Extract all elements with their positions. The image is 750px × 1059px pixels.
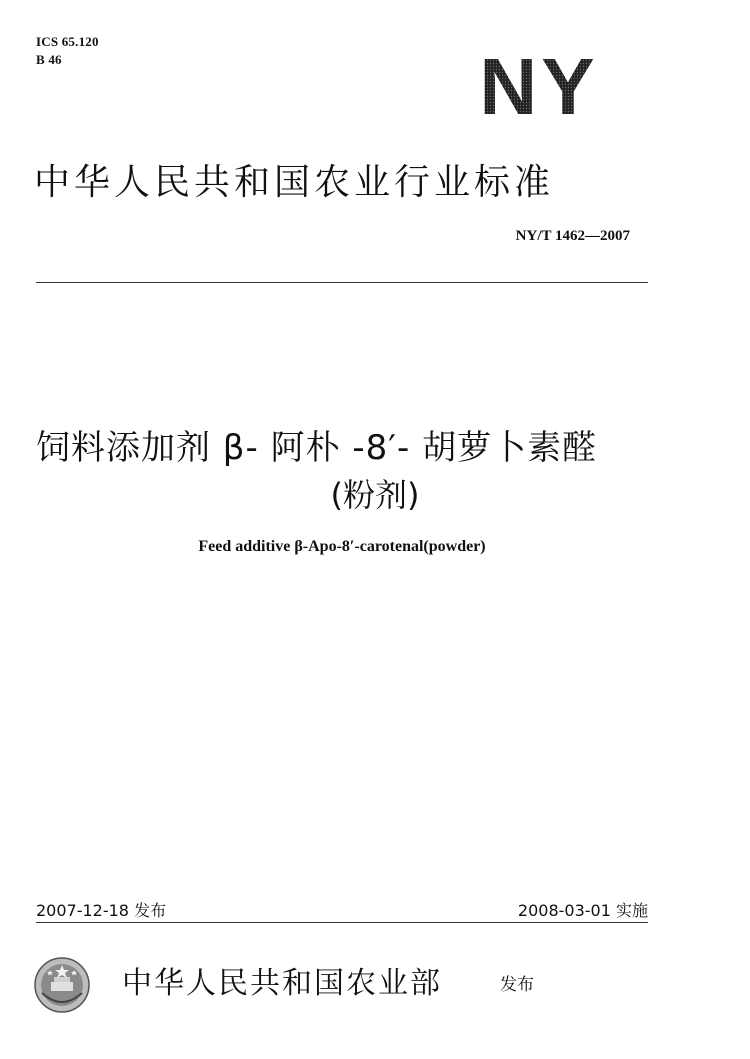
- ny-logo-icon: [474, 50, 604, 122]
- bottom-divider: [36, 922, 648, 923]
- standard-category: 中华人民共和国农业行业标准: [34, 162, 555, 203]
- ccs-code: B 46: [36, 52, 62, 67]
- ny-logo: [474, 50, 604, 122]
- top-divider: [36, 282, 648, 283]
- chinese-title-line2: (粉剂): [330, 476, 420, 514]
- issue-date: 2007-12-18 发布: [36, 901, 167, 920]
- national-emblem-icon: [32, 955, 92, 1015]
- svg-text:NY: NY: [479, 50, 599, 122]
- english-title: Feed additive β-Apo-8′-carotenal(powder): [198, 538, 486, 555]
- issuing-action: 发布: [500, 975, 534, 995]
- standard-number: NY/T 1462—2007: [515, 228, 630, 244]
- issuing-ministry: 中华人民共和国农业部: [122, 966, 442, 1001]
- chinese-title-line1: 饲料添加剂 β- 阿朴 -8′- 胡萝卜素醛: [36, 428, 598, 468]
- ics-code: ICS 65.120: [36, 34, 99, 49]
- implementation-date: 2008-03-01 实施: [517, 901, 648, 920]
